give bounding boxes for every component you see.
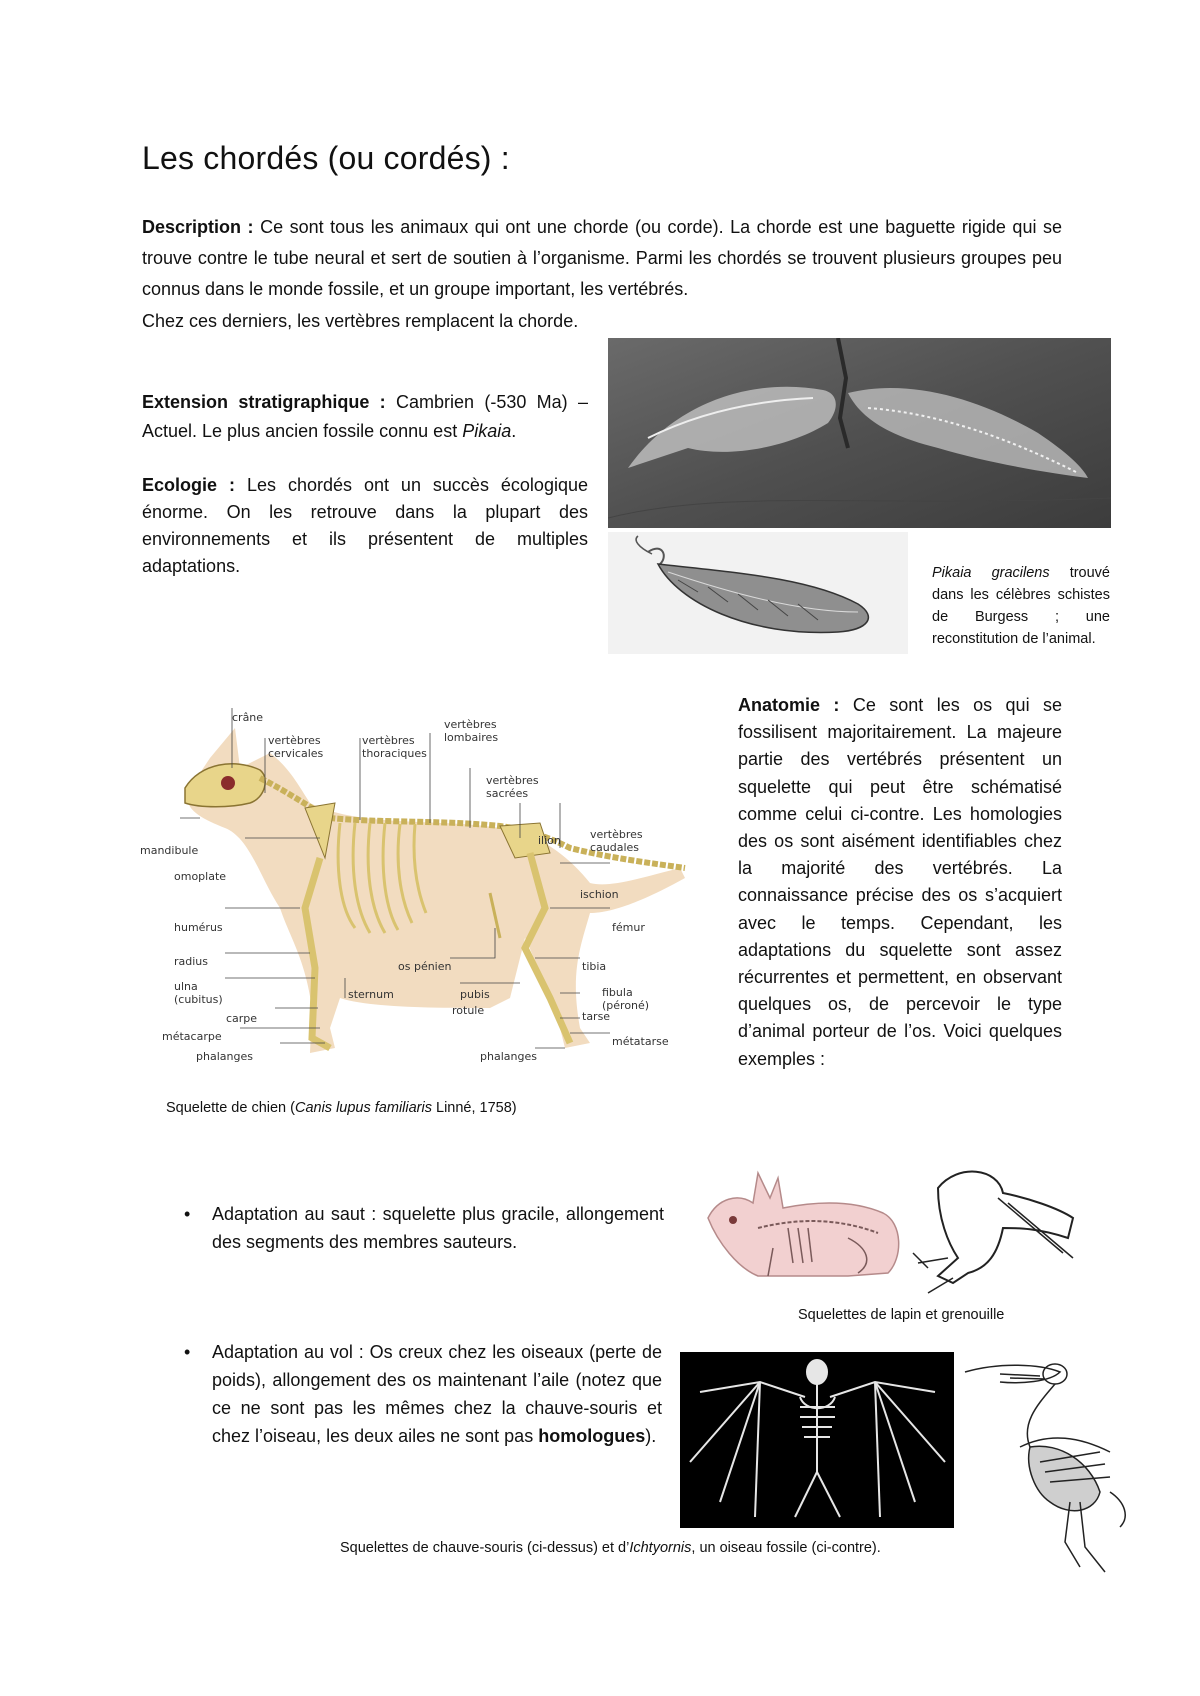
bullet-vol-bold: homologues <box>538 1426 646 1446</box>
dog-caption-post: Linné, 1758) <box>431 1100 517 1116</box>
bat-bird-caption-pre: Squelettes de chauve-souris (ci-dessus) et d’ <box>340 1540 630 1556</box>
pikaia-caption-text: trouvé dans les célèbres schistes de Burgess ; une reconstitution de l’animal. <box>932 565 1110 647</box>
pikaia-reconstruction <box>608 532 908 654</box>
description-paragraph <box>142 212 1062 305</box>
label-rotule: rotule <box>452 1004 485 1017</box>
label-vertebres-caudales: vertèbres caudales <box>590 828 643 854</box>
pikaia-fossil-photo <box>608 338 1111 528</box>
dog-caption-pre: Squelette de chien ( <box>166 1100 295 1116</box>
extension-label: Extension stratigraphique : <box>142 392 386 412</box>
label-metacarpe: métacarpe <box>162 1030 222 1043</box>
label-pubis: pubis <box>460 988 490 1001</box>
label-sternum: sternum <box>348 988 394 1001</box>
bat-bird-caption <box>340 1540 881 1556</box>
bullet-list-vol <box>142 1338 662 1450</box>
label-crane: crâne <box>232 711 264 724</box>
bullet-saut-text: squelette plus gracile, allongement des segments des membres sauteurs. <box>212 1204 664 1252</box>
dog-skeleton-figure <box>140 708 718 1098</box>
rabbit-frog-svg <box>698 1158 1088 1300</box>
bat-bird-caption-taxon: Ichtyornis <box>629 1540 692 1556</box>
label-vertebres-thoraciques: vertèbres thoraciques <box>362 734 427 760</box>
extension-paragraph <box>142 388 588 446</box>
anatomie-text: Ce sont les os qui se fossilisent majoritairement. La majeure partie des vertébrés présentent un squelette qui peut être schématisé comme celui ci-contre. Les homologies des os sont aisément identifiables chez la majorité des vertébrés. La connaissance précise des os s’acquiert avec le temps. Cependant, les adaptations du squelette sont assez récurrentes et permettent, en observant quelques os, de percevoir le type d’animal porteur de l’os. Voici quelques exemples : <box>738 695 1062 1069</box>
label-tarse: tarse <box>582 1010 611 1023</box>
bullet-vol-end: ). <box>645 1426 657 1446</box>
label-femur: fémur <box>612 921 645 934</box>
label-phalanges-posterieures: phalanges <box>480 1050 537 1063</box>
label-ischion: ischion <box>580 888 619 901</box>
description-label: Description : <box>142 217 254 237</box>
anatomie-label: Anatomie : <box>738 695 840 715</box>
label-vertebres-lombaires: vertèbres lombaires <box>444 718 499 744</box>
extension-taxon: Pikaia <box>462 421 512 441</box>
bullet-saut <box>142 1200 664 1256</box>
ecologie-text: Les chordés ont un succès écologique énorme. On les retrouve dans la plupart des environnements et ils présentent de multiples adaptations. <box>142 475 588 576</box>
bullet-vol-label: Adaptation au vol : <box>212 1342 364 1362</box>
label-vertebres-sacrees: vertèbres sacrées <box>486 774 539 800</box>
label-phalanges-anterieures: phalanges <box>196 1050 253 1063</box>
bat-bird-caption-post: , un oiseau fossile (ci-contre). <box>691 1540 881 1556</box>
pikaia-reconstruction-svg <box>608 532 908 654</box>
rabbit-frog-caption: Squelettes de lapin et grenouille <box>798 1307 1005 1323</box>
label-metatarse: métatarse <box>612 1035 669 1048</box>
ichthyornis-svg <box>960 1352 1136 1578</box>
label-mandibule: mandibule <box>140 844 199 857</box>
label-vertebres-cervicales: vertèbres cervicales <box>268 734 324 760</box>
page-title: Les chordés (ou cordés) : <box>142 140 510 176</box>
extension-end: . <box>511 421 517 441</box>
ecologie-paragraph <box>142 472 588 580</box>
label-carpe: carpe <box>226 1012 258 1025</box>
dog-caption <box>166 1100 517 1116</box>
dog-caption-taxon: Canis lupus familiaris <box>294 1100 432 1116</box>
label-humerus: humérus <box>174 921 223 934</box>
description-text: Ce sont tous les animaux qui ont une chorde (ou corde). La chorde est une baguette rigide qui se trouve contre le tube neural et sert de soutien à l’organisme. Parmi les chordés se trouvent plusieurs groupes peu connus dans le monde fossile, et un groupe important, les vertébrés. <box>142 217 1062 299</box>
description-continued: Chez ces derniers, les vertèbres remplacent la chorde. <box>142 311 579 331</box>
label-radius: radius <box>174 955 209 968</box>
bullet-saut-label: Adaptation au saut : <box>212 1204 377 1224</box>
ecologie-label: Ecologie : <box>142 475 235 495</box>
bat-skeleton-svg <box>680 1352 954 1528</box>
bullet-list-saut <box>142 1200 664 1256</box>
bat-skeleton-figure <box>680 1352 954 1528</box>
label-omoplate: omoplate <box>174 870 227 883</box>
label-tibia: tibia <box>582 960 607 973</box>
anatomie-paragraph <box>738 692 1062 1073</box>
extension-text: Cambrien (-530 Ma) – Actuel. Le plus ancien fossile connu est <box>142 392 588 441</box>
label-fibula: fibula (péroné) <box>602 986 650 1012</box>
label-ulna: ulna (cubitus) <box>174 980 223 1006</box>
pikaia-caption <box>932 562 1110 650</box>
pikaia-caption-taxon: Pikaia gracilens <box>932 565 1050 581</box>
pikaia-fossil-svg <box>608 338 1111 528</box>
label-os-penien: os pénien <box>398 960 452 973</box>
ichthyornis-figure <box>960 1352 1136 1578</box>
rabbit-frog-figure <box>698 1158 1088 1300</box>
bullet-vol <box>142 1338 662 1450</box>
bullet-vol-text: Os creux chez les oiseaux (perte de poids), allongement des os maintenant l’aile (notez que ce ne sont pas les mêmes chez la chauve-souris et chez l’oiseau, les deux ailes ne sont pas <box>212 1342 662 1446</box>
label-ilion: ilion <box>538 834 561 847</box>
